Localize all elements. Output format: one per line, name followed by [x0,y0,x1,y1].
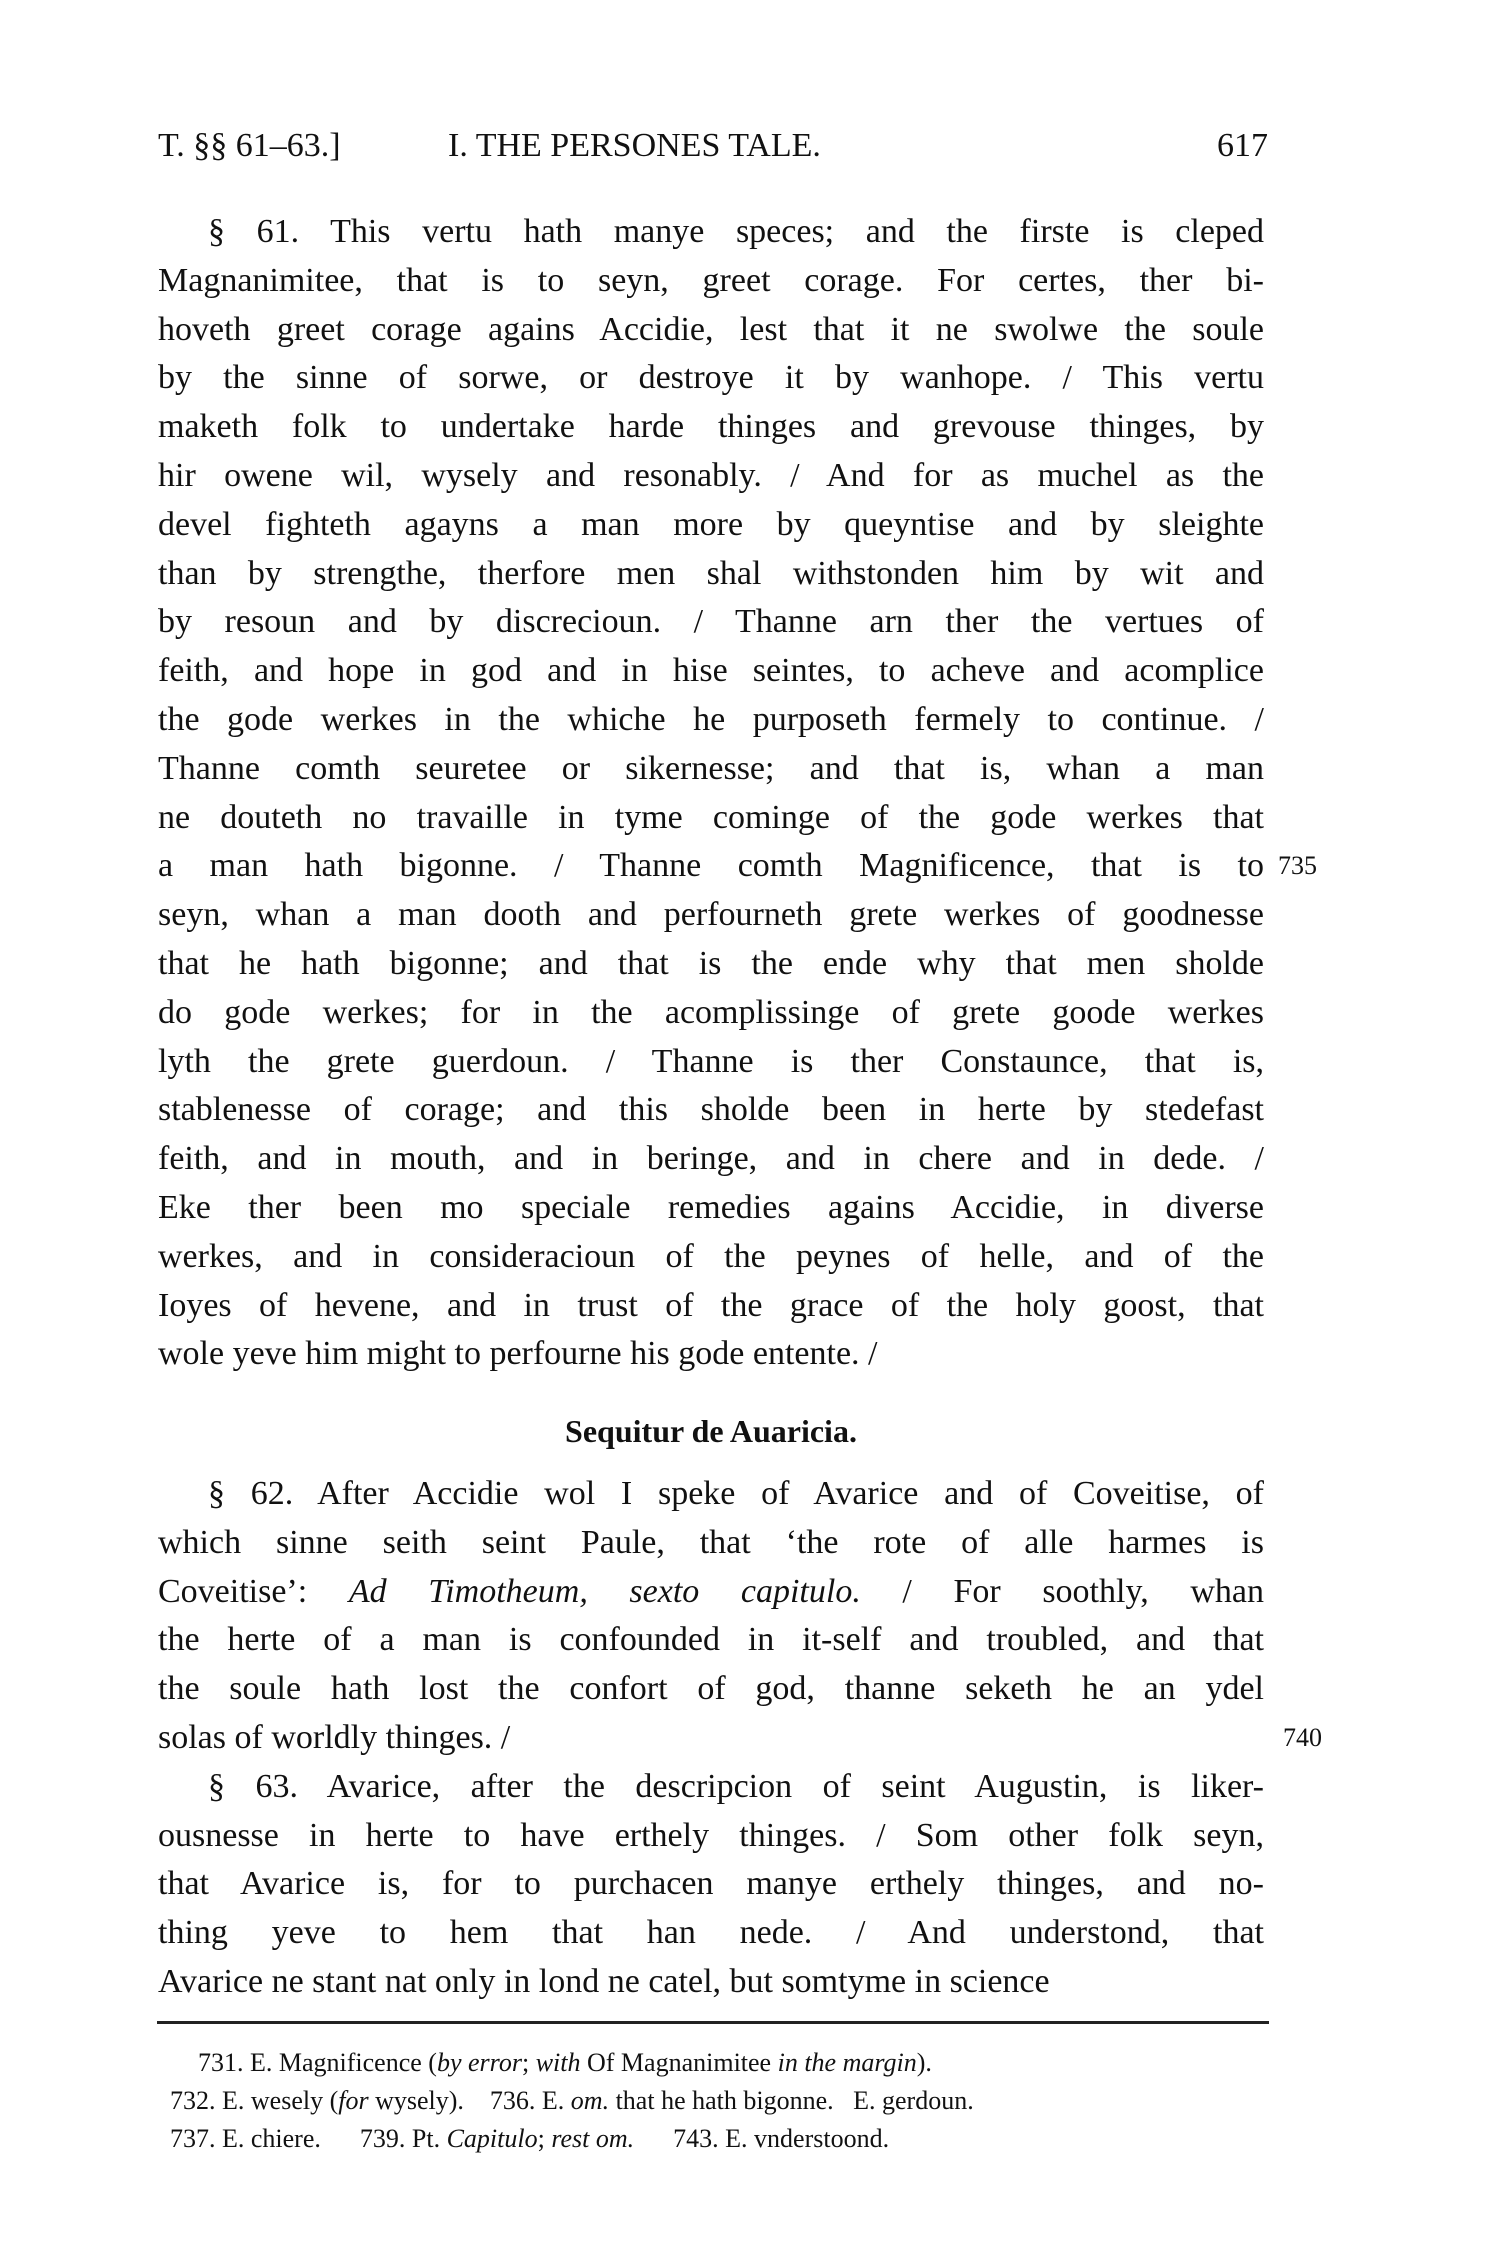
text-span: that he hath bigonne; and that is the ende why that men sholde [158,944,1264,982]
text-line [158,1233,1264,1282]
text-span: the herte of a man is confounded in it-self and troubled, and that [158,1621,1264,1659]
text-span: Coveitise’: [158,1572,349,1610]
text-line [158,1812,1264,1861]
text-span: devel fighteth agayns a man more by queyntise and by sleighte [158,505,1264,543]
text-line [158,1519,1264,1568]
text-line [158,1184,1264,1233]
text-line [158,1086,1264,1135]
text-span: feith, and hope in god and in hise seintes, to acheve and acomplice [158,652,1264,690]
text-line [158,1665,1264,1714]
text-line [158,1909,1264,1958]
text-line [158,501,1264,550]
text-span: 737. E. chiere. 739. Pt. [170,2124,447,2153]
line-number: 740 [1283,1722,1322,1752]
text-span: Avarice ne stant nat only in lond ne catel, but somtyme in science [158,1962,1050,2000]
text-span: ). [916,2048,932,2077]
text-span: than by strengthe, therfore men shal withstonden him by wit and [158,554,1264,592]
text-line [158,1860,1264,1909]
text-span: stablenesse of corage; and this sholde been in herte by stedefast [158,1091,1264,1129]
text-span: wysely). 736. E. [368,2086,571,2115]
footnote-line [170,2120,1270,2158]
footnote-rule [157,2021,1269,2024]
text-span: § 61. This vertu hath manye speces; and the firste is cleped [208,213,1264,250]
text-line [158,354,1264,403]
text-span: 732. E. wesely ( [170,2086,339,2115]
text-span: by the sinne of sorwe, or destroye it by wanhope. / This vertu [158,359,1264,397]
text-span: ; [521,2048,536,2077]
text-line [158,257,1264,306]
text-span: Magnanimitee, that is to seyn, greet corage. For certes, ther bi- [158,261,1264,299]
running-header [158,122,1268,170]
text-span: seyn, whan a man dooth and perfourneth grete werkes of goodnesse [158,896,1264,934]
footnote-line [170,2082,1270,2120]
text-line [158,1958,1264,2007]
line-number: 735 [1278,851,1317,881]
text-span: ousnesse in herte to have erthely thinges. / Som other folk seyn, [158,1816,1264,1854]
text-line [158,208,1264,257]
text-line [158,1714,1322,1763]
italic-span: for [338,2086,369,2115]
text-span: solas of worldly thinges. / [158,1718,511,1756]
italic-span: by error [436,2048,522,2077]
text-span: wole yeve him might to perfourne his gode entente. / [158,1335,878,1373]
text-span: 731. E. Magnificence ( [198,2048,437,2077]
text-line [158,940,1264,989]
text-line [158,1568,1264,1617]
italic-span: om. [570,2086,610,2115]
section-heading: Sequitur de Auaricia. [565,1413,857,1450]
text-span: hir owene wil, wysely and resonably. / And for as muchel as the [158,456,1264,494]
text-span: ne douteth no travaille in tyme cominge of the gode werkes that [158,798,1264,836]
text-span: by resoun and by discrecioun. / Thanne arn ther the vertues of [158,603,1264,641]
text-span: Ioyes of hevene, and in trust of the grace of the holy goost, that [158,1286,1264,1324]
text-line [158,696,1264,745]
text-span: § 62. After Accidie wol I speke of Avarice and of Coveitise, of [208,1474,1264,1512]
text-line [158,1763,1264,1812]
text-span: lyth the grete guerdoun. / Thanne is ther Constaunce, that is, [158,1042,1264,1080]
text-line [158,842,1317,891]
text-line [158,1470,1264,1519]
text-line [158,452,1264,501]
text-span: maketh folk to undertake harde thinges and grevouse thinges, by [158,408,1264,446]
text-span: 743. E. vnderstoond. [634,2124,890,2153]
text-line [158,598,1264,647]
italic-span: with [535,2048,581,2077]
text-line [158,403,1264,452]
text-span: the gode werkes in the whiche he purposeth fermely to continue. / [158,700,1264,738]
text-line [158,989,1264,1038]
text-line [158,1330,1264,1379]
text-line [158,647,1264,696]
text-line [158,891,1264,940]
header-section-ref: T. §§ 61–63.] [158,127,341,164]
text-line [158,1616,1264,1665]
text-span: do gode werkes; for in the acomplissinge of grete goode werkes [158,993,1264,1031]
text-span: a man hath bigonne. / Thanne comth Magnificence, that is to [158,847,1264,885]
text-line [158,1282,1264,1331]
text-span: which sinne seith seint Paule, that ‘the rote of alle harmes is [158,1523,1264,1561]
footnote-line [170,2044,1270,2082]
text-line [158,1038,1264,1087]
italic-span: Capitulo [446,2124,538,2153]
text-span: Thanne comth seuretee or sikernesse; and that is, whan a man [158,749,1264,787]
text-span: that he hath bigonne. E. gerdoun. [609,2086,974,2115]
italic-span: rest om. [551,2124,635,2153]
text-span: feith, and in mouth, and in beringe, and in chere and in dede. / [158,1140,1264,1178]
text-span: Eke ther been mo speciale remedies agains Accidie, in diverse [158,1188,1264,1226]
text-line [158,306,1264,355]
italic-span: Ad Timotheum, sexto capitulo. [348,1572,861,1610]
text-line [158,550,1264,599]
text-span: / For soothly, whan [860,1572,1264,1610]
text-span: Of Magnanimitee [580,2048,778,2077]
text-line [158,745,1264,794]
main-text [158,208,1322,2007]
text-span: werkes, and in consideracioun of the peynes of helle, and of the [158,1237,1264,1275]
page-number: 617 [1217,127,1268,164]
text-line [158,1135,1264,1184]
header-title: I. THE PERSONES TALE. [448,127,821,164]
text-span: thing yeve to hem that han nede. / And understond, that [158,1914,1264,1952]
text-span: hoveth greet corage agains Accidie, lest that it ne swolwe the soule [158,310,1264,348]
footnotes [170,2044,1270,2158]
text-span: the soule hath lost the confort of god, thanne seketh he an ydel [158,1670,1264,1708]
text-span: ; [537,2124,552,2153]
italic-span: in the margin [777,2048,917,2077]
text-span: § 63. Avarice, after the descripcion of seint Augustin, is liker- [208,1767,1264,1805]
text-line [158,794,1264,843]
text-span: that Avarice is, for to purchacen manye erthely thinges, and no- [158,1865,1264,1903]
